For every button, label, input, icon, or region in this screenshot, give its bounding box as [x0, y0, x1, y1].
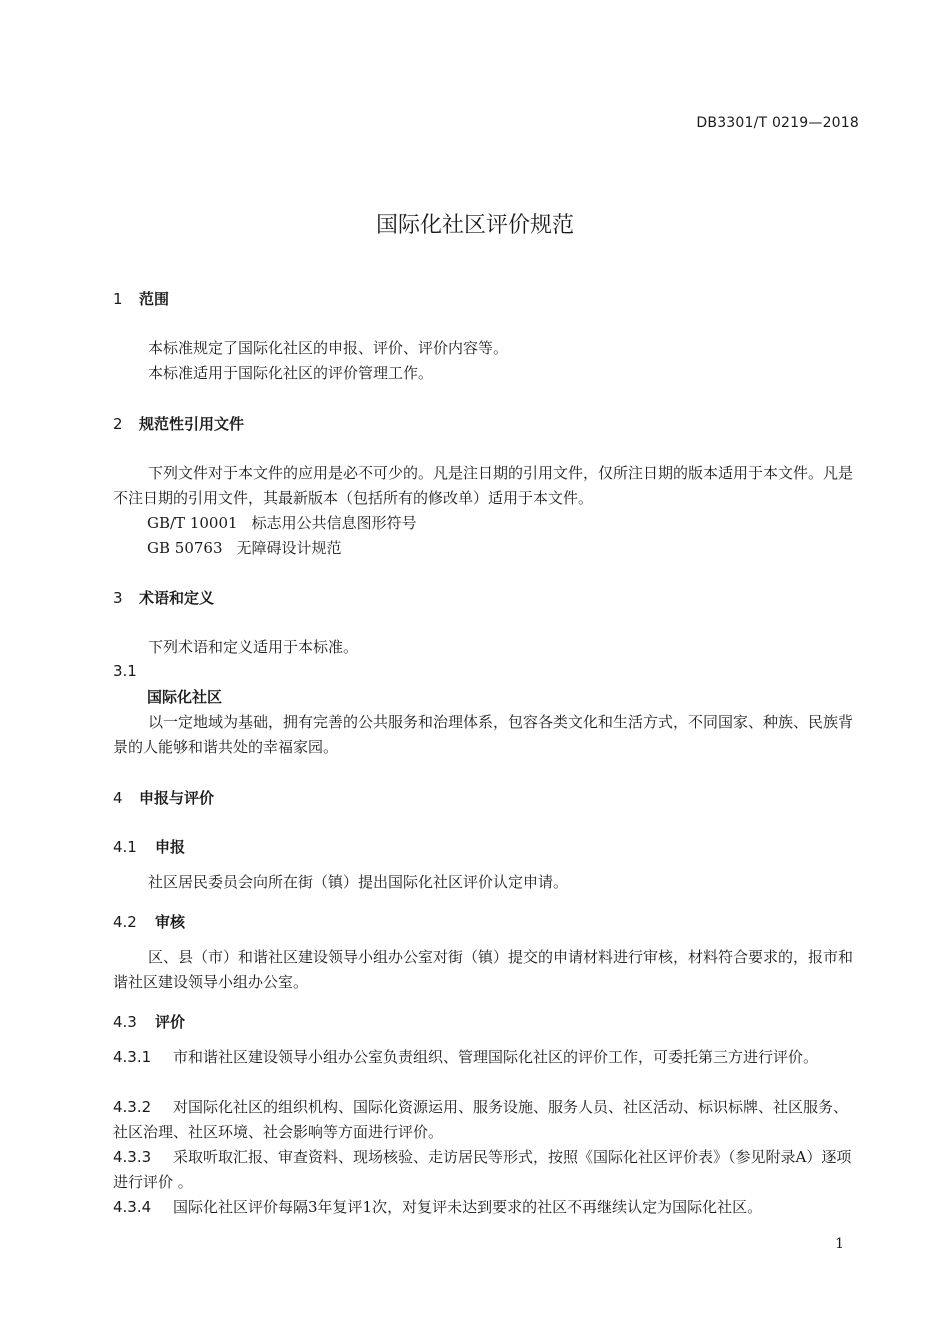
term-name: 国际化社区 — [147, 688, 223, 706]
subsection-title: 审核 — [155, 913, 186, 931]
subsection-4-2-heading — [113, 911, 185, 932]
section-1-paragraph-2: 本标准适用于国际化社区的评价管理工作。 — [148, 364, 434, 382]
reference-code: GB/T 10001 — [147, 514, 238, 532]
document-code: DB3301/T 0219—2018 — [696, 115, 859, 131]
section-title: 规范性引用文件 — [139, 415, 245, 433]
clause-4-3-3 — [113, 1145, 859, 1195]
subsection-title: 申报 — [155, 838, 186, 856]
section-2-heading — [113, 413, 244, 434]
reference-name: 无障碍设计规范 — [236, 539, 342, 557]
clause-text: 采取听取汇报、审查资料、现场核验、走访居民等形式，按照《国际化社区评价表》（参见附录A）逐项进行评价 。 — [113, 1148, 852, 1191]
clause-text: 对国际化社区的组织机构、国际化资源运用、服务设施、服务人员、社区活动、标识标牌、社区服务、社区治理、社区环境、社会影响等方面进行评价。 — [113, 1098, 849, 1141]
clause-4-3-1 — [113, 1045, 859, 1070]
section-title: 术语和定义 — [139, 589, 215, 607]
section-number: 4 — [113, 789, 123, 807]
clause-4-3-2 — [113, 1095, 859, 1145]
subsection-number: 4.3 — [113, 1013, 137, 1031]
page-title: 国际化社区评价规范 — [375, 213, 574, 238]
section-4-heading — [113, 787, 214, 808]
clause-number: 4.3.4 — [113, 1198, 152, 1216]
subsection-number: 4.2 — [113, 913, 137, 931]
subsection-4-3-heading — [113, 1011, 185, 1032]
clause-number: 4.3.1 — [113, 1048, 152, 1066]
reference-item — [147, 512, 417, 533]
clause-text: 市和谐社区建设领导小组办公室负责组织、管理国际化社区的评价工作，可委托第三方进行评价。 — [173, 1048, 819, 1066]
reference-item — [147, 537, 342, 558]
section-3-heading — [113, 587, 214, 608]
section-title: 范围 — [139, 290, 170, 308]
subsection-title: 评价 — [155, 1013, 186, 1031]
subsection-4-1-text: 社区居民委员会向所在街（镇）提出国际化社区评价认定申请。 — [148, 873, 569, 891]
section-title: 申报与评价 — [139, 789, 215, 807]
subsection-number: 4.1 — [113, 838, 137, 856]
subsection-4-2-text: 区、县（市）和谐社区建设领导小组办公室对街（镇）提交的申请材料进行审核，材料符合要求的，报市和谐社区建设领导小组办公室。 — [113, 948, 854, 991]
subsection-4-1-heading — [113, 836, 185, 857]
section-number: 2 — [113, 415, 123, 433]
section-1-heading — [113, 288, 169, 309]
section-2-intro: 下列文件对于本文件的应用是必不可少的。凡是注日期的引用文件，仅所注日期的版本适用于本文件。凡是不注日期的引用文件，其最新版本（包括所有的修改单）适用于本文件。 — [113, 464, 854, 507]
section-3-intro: 下列术语和定义适用于本标准。 — [148, 638, 359, 656]
clause-text: 国际化社区评价每隔3年复评1次，对复评未达到要求的社区不再继续认定为国际化社区。 — [173, 1198, 763, 1216]
term-definition: 以一定地域为基础，拥有完善的公共服务和治理体系，包容各类文化和生活方式，不同国家、种族、民族背景的人能够和谐共处的幸福家园。 — [113, 713, 854, 756]
section-number: 3 — [113, 589, 123, 607]
section-1-paragraph-1: 本标准规定了国际化社区的申报、评价、评价内容等。 — [148, 339, 509, 357]
reference-code: GB 50763 — [147, 539, 223, 557]
page-number: 1 — [835, 1236, 844, 1252]
clause-4-3-4 — [113, 1195, 859, 1220]
reference-name: 标志用公共信息图形符号 — [251, 514, 417, 532]
term-number: 3.1 — [113, 662, 137, 680]
clause-number: 4.3.2 — [113, 1098, 152, 1116]
section-number: 1 — [113, 290, 123, 308]
clause-number: 4.3.3 — [113, 1148, 152, 1166]
